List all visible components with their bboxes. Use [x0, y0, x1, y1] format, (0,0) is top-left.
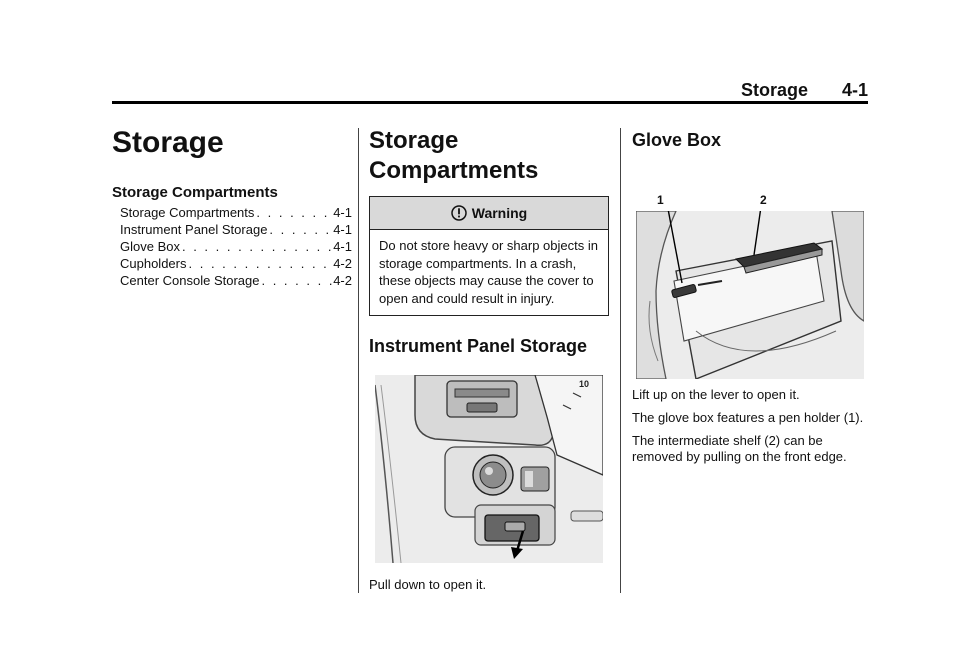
toc-list — [112, 204, 352, 289]
header-rule — [112, 101, 868, 104]
section-title-line2: Compartments — [369, 157, 539, 184]
section-title-line1: Storage — [369, 127, 459, 154]
toc-leader — [254, 204, 333, 221]
toc-item[interactable] — [120, 272, 352, 289]
column-divider-1 — [358, 128, 359, 593]
toc-item[interactable] — [120, 238, 352, 255]
glove-box-paragraph-2: The glove box features a pen holder (1). — [632, 410, 864, 425]
ip-storage-caption: Pull down to open it. — [369, 577, 487, 592]
column-divider-2 — [620, 128, 621, 593]
toc-item[interactable] — [120, 255, 352, 272]
toc-leader — [187, 255, 334, 272]
toc-leader — [259, 272, 333, 289]
toc-item-page: 4-2 — [333, 256, 352, 271]
header-section: Storage — [740, 80, 808, 100]
toc-item[interactable] — [120, 221, 352, 238]
toc-heading: Storage Compartments — [112, 184, 278, 201]
toc-item-label: Cupholders — [120, 256, 187, 271]
toc-item-label: Storage Compartments — [120, 205, 255, 220]
glove-box-paragraph-3: The intermediate shelf (2) can be removed by pulling on the front edge. — [632, 433, 847, 464]
chapter-title: Storage — [112, 126, 224, 159]
toc-item-page: 4-1 — [333, 239, 352, 254]
toc-item-page: 4-1 — [333, 205, 352, 220]
warning-text: Do not store heavy or sharp objects in storage compartments. In a crash, these objects may cause the cover to open and could result in injury. — [379, 238, 598, 306]
warning-icon — [451, 205, 467, 221]
toc-leader — [267, 221, 333, 238]
toc-item-label: Instrument Panel Storage — [120, 222, 268, 237]
callout-1: 1 — [657, 193, 664, 207]
warning-header — [370, 197, 608, 230]
toc-item-page: 4-1 — [333, 222, 352, 237]
gauge-dial-label: 10 — [579, 379, 590, 389]
column-toc — [112, 126, 352, 289]
warning-box — [369, 196, 609, 316]
section-title — [369, 126, 609, 186]
toc-leader — [180, 238, 333, 255]
instrument-panel-illustration — [375, 375, 603, 563]
toc-item-label: Glove Box — [120, 239, 180, 254]
running-header — [741, 80, 868, 101]
ip-storage-heading: Instrument Panel Storage — [369, 336, 588, 356]
glove-box-paragraph-1: Lift up on the lever to open it. — [632, 387, 800, 402]
toc-item-page: 4-2 — [333, 273, 352, 288]
glove-box-figure — [632, 163, 864, 363]
column-glove-box — [632, 126, 864, 472]
glove-box-illustration — [636, 211, 864, 379]
toc-item-label: Center Console Storage — [120, 273, 260, 288]
toc-item[interactable] — [120, 204, 352, 221]
header-page-number: 4-1 — [841, 80, 868, 100]
column-storage-compartments — [369, 126, 609, 593]
callout-2: 2 — [760, 193, 767, 207]
warning-title: Warning — [471, 205, 528, 221]
glove-box-heading: Glove Box — [632, 130, 722, 150]
